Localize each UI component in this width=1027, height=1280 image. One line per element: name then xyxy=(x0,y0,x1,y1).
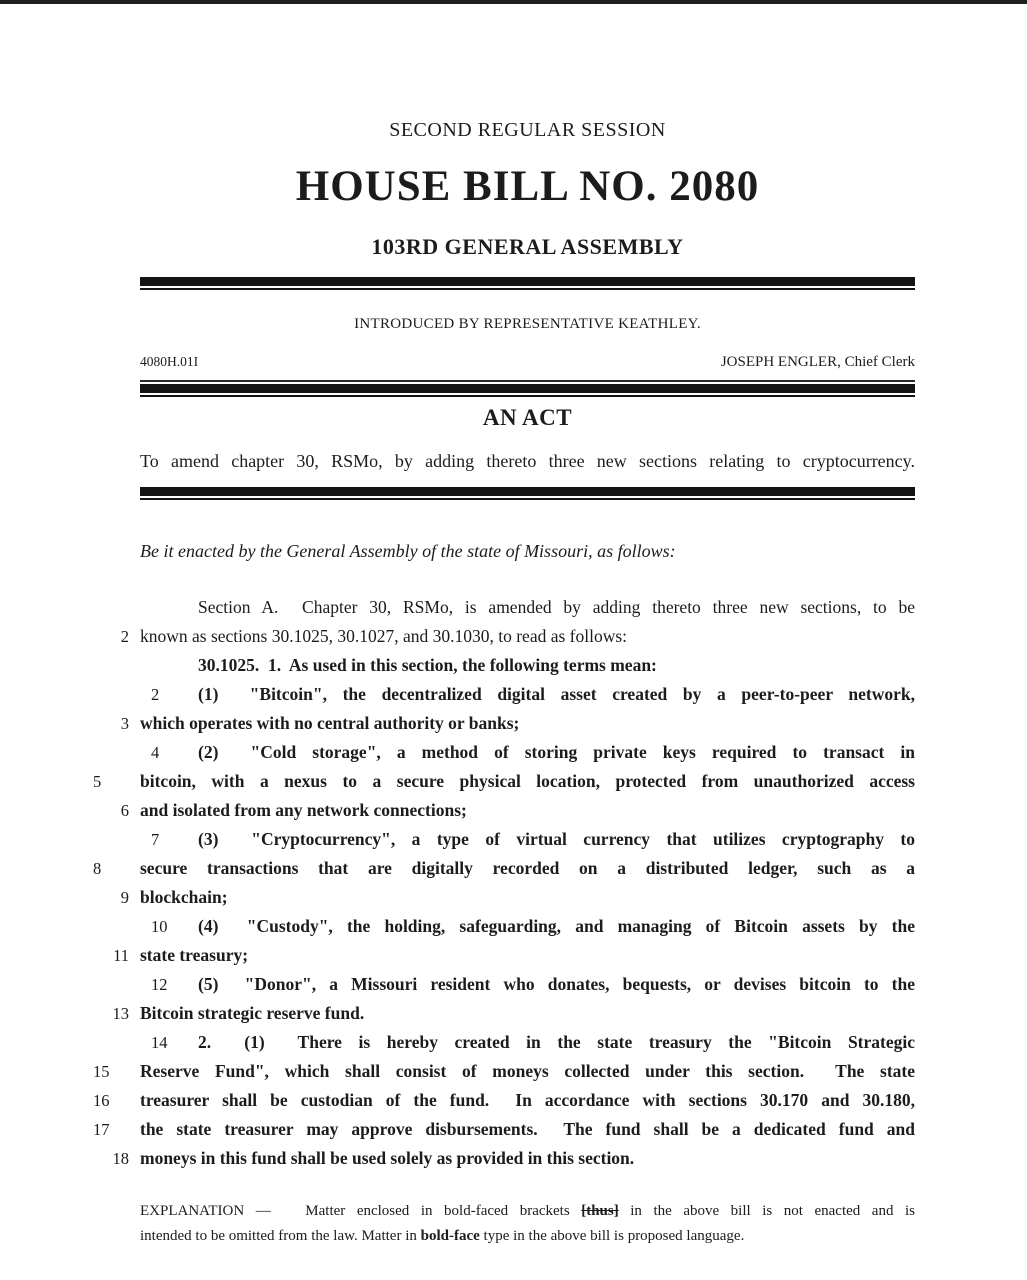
bill-text-line xyxy=(93,854,915,883)
bill-text-line xyxy=(140,738,915,767)
bill-text-line xyxy=(140,1028,915,1057)
line-text: moneys in this fund shall be used solely as provided in this section. xyxy=(140,1148,635,1168)
bold-face-term: bold-face xyxy=(420,1227,480,1244)
struck-thus-term: [thus] xyxy=(581,1203,619,1219)
bill-text-line xyxy=(140,680,915,709)
line-text: the state treasurer may approve disbursements. The fund shall be a dedicated fund and xyxy=(140,1119,915,1139)
line-text: known as sections 30.1025, 30.1027, and 30.1030, to read as follows: xyxy=(140,626,628,646)
bill-text-line xyxy=(120,883,915,912)
explanation-note xyxy=(140,1199,915,1248)
line-text: (3) "Cryptocurrency", a type of virtual currency that utilizes cryptography to xyxy=(198,829,915,849)
bill-document xyxy=(0,118,1027,1248)
line-number: 18 xyxy=(112,1149,129,1168)
bill-text xyxy=(93,593,915,1173)
line-text: secure transactions that are digitally recorded on a distributed ledger, such as a xyxy=(140,858,915,878)
line-text: bitcoin, with a nexus to a secure physical location, protected from unauthorized access xyxy=(140,771,915,791)
line-number: 12 xyxy=(151,975,168,994)
explanation-line-1: EXPLANATION — Matter enclosed in bold-faced brackets [thus] in the above bill is not enacted and is xyxy=(140,1203,915,1219)
separator-rule xyxy=(140,277,915,290)
bill-title: HOUSE BILL NO. 2080 xyxy=(295,163,760,210)
line-number: 4 xyxy=(151,743,160,762)
act-summary: To amend chapter 30, RSMo, by adding thereto three new sections relating to cryptocurrency. xyxy=(140,451,915,471)
session-label: SECOND REGULAR SESSION xyxy=(389,119,666,141)
line-number: 14 xyxy=(151,1033,168,1052)
bill-text-line xyxy=(112,999,915,1028)
line-text: blockchain; xyxy=(140,887,228,907)
bill-text-line xyxy=(120,796,915,825)
line-number: 2 xyxy=(151,685,160,704)
line-text: (4) "Custody", the holding, safeguarding, and managing of Bitcoin assets by the xyxy=(198,916,915,936)
act-heading: AN ACT xyxy=(482,405,573,430)
line-text: 2. (1) There is hereby created in the state treasury the "Bitcoin Strategic xyxy=(198,1032,915,1052)
line-number: 11 xyxy=(113,946,129,965)
bill-text-line xyxy=(140,912,915,941)
bill-text-line xyxy=(120,709,915,738)
line-number: 10 xyxy=(151,917,168,936)
bill-text-line xyxy=(112,1144,915,1173)
line-text: Bitcoin strategic reserve fund. xyxy=(140,1003,365,1023)
bill-text-line xyxy=(93,1086,915,1115)
explanation-line-2: intended to be omitted from the law. Matter in bold-face type in the above bill is proposed language. xyxy=(140,1227,745,1244)
bill-text-line xyxy=(93,1115,915,1144)
code-clerk-row xyxy=(140,353,915,371)
bill-text-line xyxy=(140,825,915,854)
line-text: treasurer shall be custodian of the fund. In accordance with sections 30.170 and 30.180, xyxy=(140,1090,915,1110)
line-text: (1) "Bitcoin", the decentralized digital asset created by a peer-to-peer network, xyxy=(198,684,915,704)
line-text: (5) "Donor", a Missouri resident who donates, bequests, or devises bitcoin to the xyxy=(198,974,915,994)
line-number: 2 xyxy=(120,627,129,646)
separator-rule xyxy=(140,380,915,397)
line-text: 30.1025. 1. As used in this section, the following terms mean: xyxy=(198,655,657,675)
bill-text-line xyxy=(120,622,915,651)
line-number: 9 xyxy=(120,888,129,907)
line-number: 7 xyxy=(151,830,160,849)
line-text: Section A. Chapter 30, RSMo, is amended by adding thereto three new sections, to be xyxy=(198,597,915,617)
bill-text-line xyxy=(93,767,915,796)
clerk-name: JOSEPH ENGLER, Chief Clerk xyxy=(720,354,915,370)
top-bar xyxy=(0,0,1027,4)
bill-text-line xyxy=(140,593,915,622)
line-number: 8 xyxy=(93,859,102,878)
assembly-label: 103RD GENERAL ASSEMBLY xyxy=(371,234,684,259)
line-text: which operates with no central authority or banks; xyxy=(140,713,520,733)
line-text: and isolated from any network connections; xyxy=(140,800,467,820)
line-text: (2) "Cold storage", a method of storing private keys required to transact in xyxy=(198,742,915,762)
line-text: state treasury; xyxy=(140,945,249,965)
separator-rule xyxy=(140,487,915,500)
introduced-by: INTRODUCED BY REPRESENTATIVE KEATHLEY. xyxy=(354,316,701,332)
line-number: 3 xyxy=(120,714,129,733)
line-number: 16 xyxy=(93,1091,110,1110)
bill-code: 4080H.01I xyxy=(140,354,199,369)
bill-text-line xyxy=(113,941,915,970)
line-number: 5 xyxy=(93,772,102,791)
bill-text-line xyxy=(140,651,915,680)
line-number: 13 xyxy=(112,1004,129,1023)
bill-text-line xyxy=(140,970,915,999)
line-number: 17 xyxy=(93,1120,110,1139)
line-text: Reserve Fund", which shall consist of moneys collected under this section. The state xyxy=(140,1061,915,1081)
bill-text-line xyxy=(93,1057,915,1086)
line-number: 15 xyxy=(93,1062,110,1081)
line-number: 6 xyxy=(120,801,129,820)
enacting-clause: Be it enacted by the General Assembly of the state of Missouri, as follows: xyxy=(140,541,676,561)
